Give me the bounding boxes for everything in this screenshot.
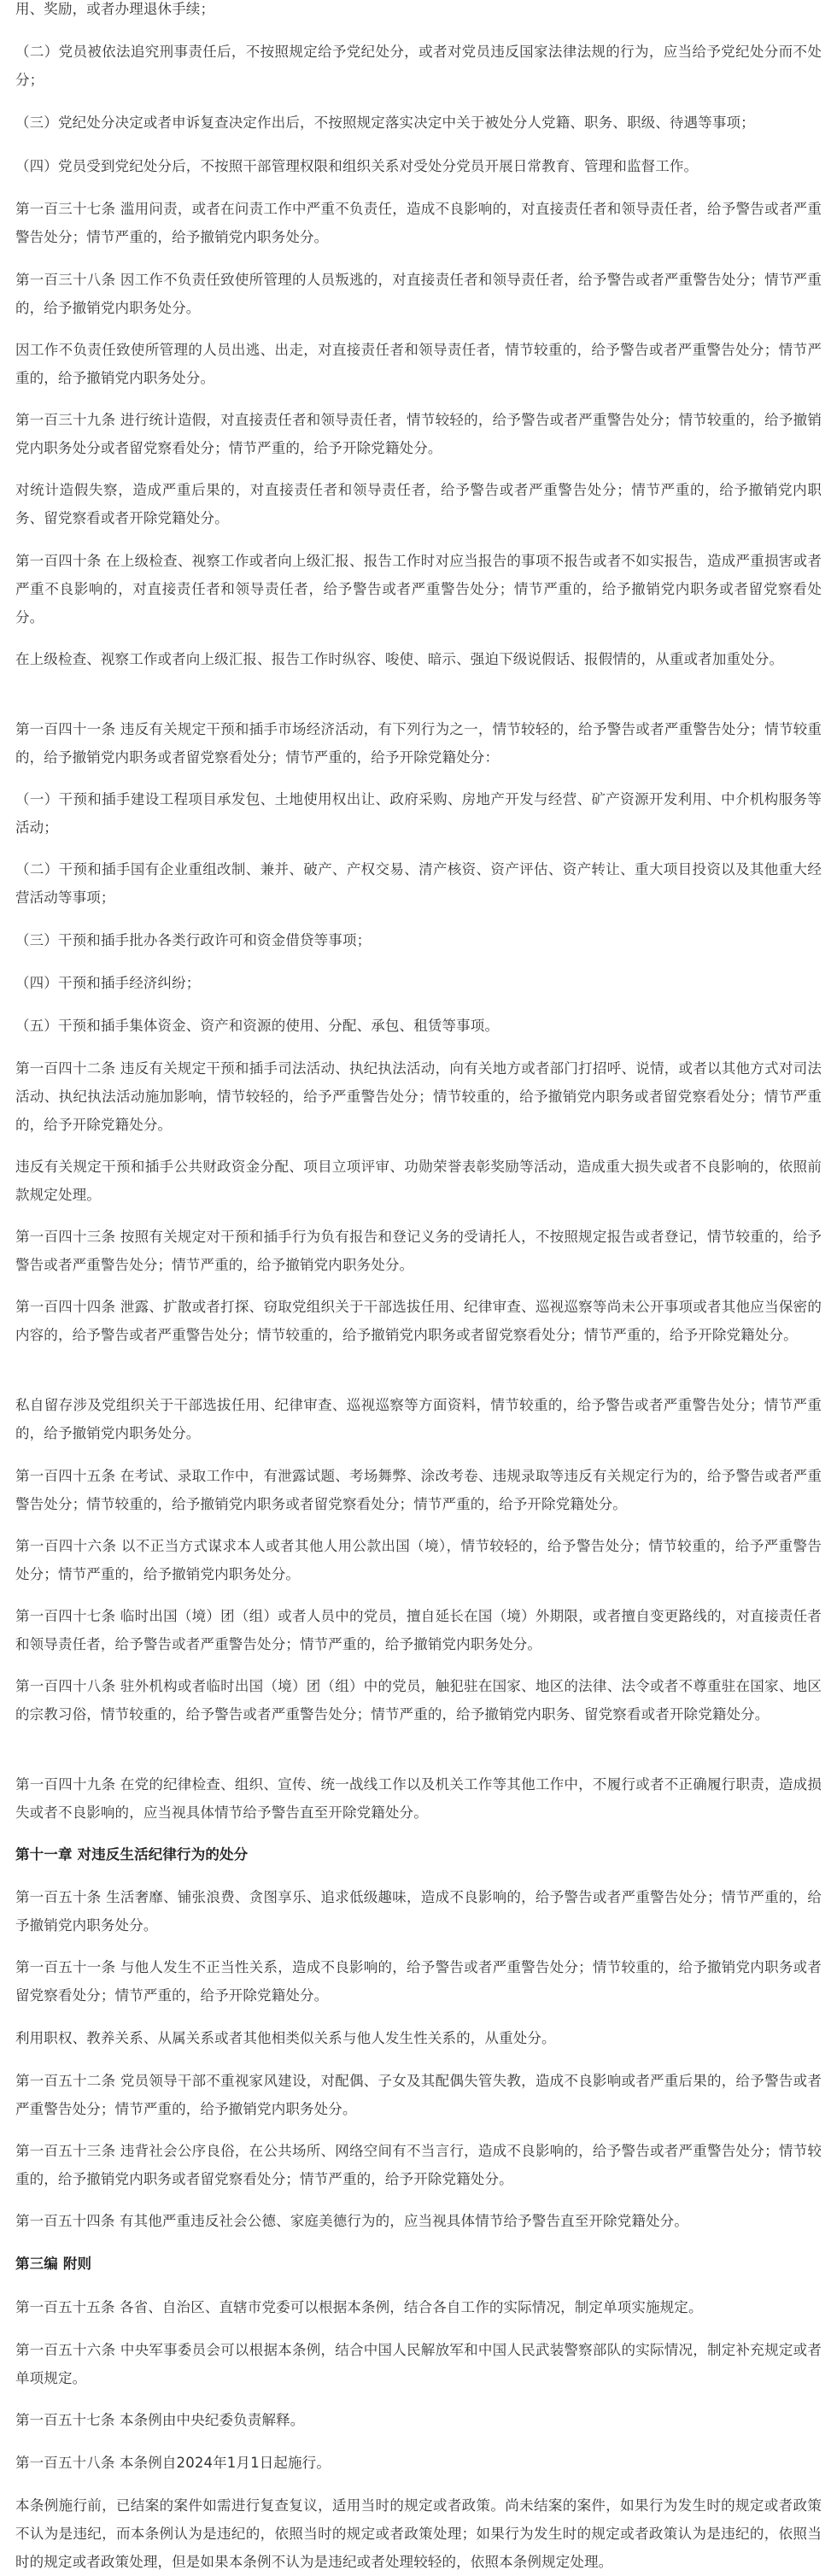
paragraph: 第一百五十五条 各省、自治区、直辖市党委可以根据本条例，结合各自工作的实际情况，制定单项实施规定。 — [15, 2299, 703, 2315]
paragraph: 第一百三十七条 滥用问责，或者在问责工作中严重不负责任，造成不良影响的，对直接责任者和领导责任者，给予警告或者严重警告处分；情节严重的，给予撤销党内职务处分。 — [15, 201, 822, 245]
paragraph: 第一百五十四条 有其他严重违反社会公德、家庭美德行为的，应当视具体情节给予警告直至开除党籍处分。 — [15, 2213, 688, 2229]
paragraph: 第一百四十八条 驻外机构或者临时出国（境）团（组）中的党员，触犯驻在国家、地区的法律、法令或者不尊重驻在国家、地区的宗教习俗，情节较重的，给予警告或者严重警告处分；情节严重的，给予撤销党内职务、留党察看或者开除党籍处分。 — [15, 1678, 822, 1722]
paragraph: 第一百三十八条 因工作不负责任致使所管理的人员叛逃的，对直接责任者和领导责任者，给予警告或者严重警告处分；情节严重的，给予撤销党内职务处分。 — [15, 272, 822, 316]
paragraph: 第一百五十七条 本条例由中央纪委负责解释。 — [15, 2412, 305, 2428]
paragraph: 第一百五十三条 违背社会公序良俗，在公共场所、网络空间有不当言行，造成不良影响的，给予警告或者严重警告处分；情节较重的，给予撤销党内职务或者留党察看处分；情节严重的，给予开除党籍处分。 — [15, 2143, 822, 2187]
paragraph: 利用职权、教养关系、从属关系或者其他相类似关系与他人发生性关系的，从重处分。 — [15, 2030, 556, 2046]
paragraph: （四）干预和插手经济纠纷； — [15, 975, 201, 991]
paragraph: （四）党员受到党纪处分后，不按照干部管理权限和组织关系对受处分党员开展日常教育、管理和监督工作。 — [15, 158, 699, 174]
paragraph: （二）党员被依法追究刑事责任后，不按照规定给予党纪处分，或者对党员违反国家法律法规的行为，应当给予党纪处分而不处分； — [15, 44, 822, 88]
paragraph: 第一百五十二条 党员领导干部不重视家风建设，对配偶、子女及其配偶失管失教，造成不良影响或者严重后果的，给予警告或者严重警告处分；情节严重的，给予撤销党内职务处分。 — [15, 2073, 822, 2117]
paragraph: 第一百四十五条 在考试、录取工作中，有泄露试题、考场舞弊、涂改考卷、违规录取等违反有关规定行为的，给予警告或者严重警告处分；情节较重的，给予撤销党内职务或者留党察看处分；情节严重的，给予开除党籍处分。 — [15, 1468, 822, 1512]
paragraph: 本条例施行前，已结案的案件如需进行复查复议，适用当时的规定或者政策。尚未结案的案件，如果行为发生时的规定或者政策不认为是违纪，而本条例认为是违纪的，依照当时的规定或者政策处理；如果行为发生时的规定或者政策认为是违纪的，依照当时的规定或者政策处理，但是如果本条例不认为是违纪或者处理较轻的，依照本条例规定处理。 — [15, 2497, 822, 2570]
paragraph: 因工作不负责任致使所管理的人员出逃、出走，对直接责任者和领导责任者，情节较重的，给予警告或者严重警告处分；情节严重的，给予撤销党内职务处分。 — [15, 342, 822, 386]
paragraph: （三）党纪处分决定或者申诉复查决定作出后，不按照规定落实决定中关于被处分人党籍、职务、职级、待遇等事项； — [15, 114, 755, 131]
paragraph: 第一百四十六条 以不正当方式谋求本人或者其他人用公款出国（境），情节较轻的，给予警告处分；情节较重的，给予严重警告处分；情节严重的，给予撤销党内职务处分。 — [15, 1538, 822, 1582]
section-heading: 第十一章 对违反生活纪律行为的处分 — [15, 1846, 249, 1863]
paragraph: 私自留存涉及党组织关于干部选拔任用、纪律审查、巡视巡察等方面资料，情节较重的，给予警告或者严重警告处分；情节严重的，给予撤销党内职务处分。 — [15, 1397, 822, 1441]
paragraph: 第一百五十一条 与他人发生不正当性关系，造成不良影响的，给予警告或者严重警告处分；情节较重的，给予撤销党内职务或者留党察看处分；情节严重的，给予开除党籍处分。 — [15, 1959, 822, 2004]
paragraph: 第一百五十条 生活奢靡、铺张浪费、贪图享乐、追求低级趣味，造成不良影响的，给予警告或者严重警告处分；情节严重的，给予撤销党内职务处分。 — [15, 1889, 822, 1933]
paragraph: 第一百四十条 在上级检查、视察工作或者向上级汇报、报告工作时对应当报告的事项不报告或者不如实报告，造成严重损害或者严重不良影响的，对直接责任者和领导责任者，给予警告或者严重警告处分；情节严重的，给予撤销党内职务或者留党察看处分。 — [15, 553, 822, 625]
paragraph: 用、奖励，或者办理退休手续； — [15, 1, 215, 17]
paragraph: 对统计造假失察，造成严重后果的，对直接责任者和领导责任者，给予警告或者严重警告处分；情节严重的，给予撤销党内职务、留党察看或者开除党籍处分。 — [15, 482, 822, 526]
paragraph: 违反有关规定干预和插手公共财政资金分配、项目立项评审、功勋荣誉表彰奖励等活动，造成重大损失或者不良影响的，依照前款规定处理。 — [15, 1159, 822, 1203]
paragraph: （三）干预和插手批办各类行政许可和资金借贷等事项； — [15, 932, 372, 948]
paragraph: （五）干预和插手集体资金、资产和资源的使用、分配、承包、租赁等事项。 — [15, 1018, 500, 1034]
paragraph: 第一百四十三条 按照有关规定对干预和插手行为负有报告和登记义务的受请托人，不按照规定报告或者登记，情节较重的，给予警告或者严重警告处分；情节严重的，给予撤销党内职务处分。 — [15, 1229, 822, 1273]
paragraph: 第一百四十一条 违反有关规定干预和插手市场经济活动，有下列行为之一，情节较轻的，给予警告或者严重警告处分；情节较重的，给予撤销党内职务或者留党察看处分；情节严重的，给予开除党籍处分： — [15, 721, 822, 766]
paragraph: 第一百三十九条 进行统计造假，对直接责任者和领导责任者，情节较轻的，给予警告或者严重警告处分；情节较重的，给予撤销党内职务处分或者留党察看处分；情节严重的，给予开除党籍处分。 — [15, 412, 822, 456]
paragraph: 第一百五十八条 本条例自2024年1月1日起施行。 — [15, 2455, 331, 2471]
section-heading: 第三编 附则 — [15, 2256, 92, 2272]
paragraph: （二）干预和插手国有企业重组改制、兼并、破产、产权交易、清产核资、资产评估、资产转让、重大项目投资以及其他重大经营活动等事项； — [15, 861, 822, 906]
paragraph: 第一百四十四条 泄露、扩散或者打探、窃取党组织关于干部选拔任用、纪律审查、巡视巡察等尚未公开事项或者其他应当保密的内容的，给予警告或者严重警告处分；情节较重的，给予撤销党内职务或者留党察看处分；情节严重的，给予开除党籍处分。 — [15, 1299, 822, 1343]
paragraph: 第一百五十六条 中央军事委员会可以根据本条例，结合中国人民解放军和中国人民武装警察部队的实际情况，制定补充规定或者单项规定。 — [15, 2342, 822, 2386]
paragraph: 第一百四十九条 在党的纪律检查、组织、宣传、统一战线工作以及机关工作等其他工作中，不履行或者不正确履行职责，造成损失或者不良影响的，应当视具体情节给予警告直至开除党籍处分。 — [15, 1776, 822, 1821]
paragraph: 第一百四十七条 临时出国（境）团（组）或者人员中的党员，擅自延长在国（境）外期限，或者擅自变更路线的，对直接责任者和领导责任者，给予警告或者严重警告处分；情节严重的，给予撤销党内职务处分。 — [15, 1608, 822, 1652]
paragraph: （一）干预和插手建设工程项目承发包、土地使用权出让、政府采购、房地产开发与经营、矿产资源开发利用、中介机构服务等活动； — [15, 791, 822, 836]
paragraph: 第一百四十二条 违反有关规定干预和插手司法活动、执纪执法活动，向有关地方或者部门打招呼、说情，或者以其他方式对司法活动、执纪执法活动施加影响，情节较轻的，给予严重警告处分；情节较重的，给予撤销党内职务或者留党察看处分；情节严重的，给予开除党籍处分。 — [15, 1060, 822, 1133]
paragraph: 在上级检查、视察工作或者向上级汇报、报告工作时纵容、唆使、暗示、强迫下级说假话、报假情的，从重或者加重处分。 — [15, 651, 784, 667]
